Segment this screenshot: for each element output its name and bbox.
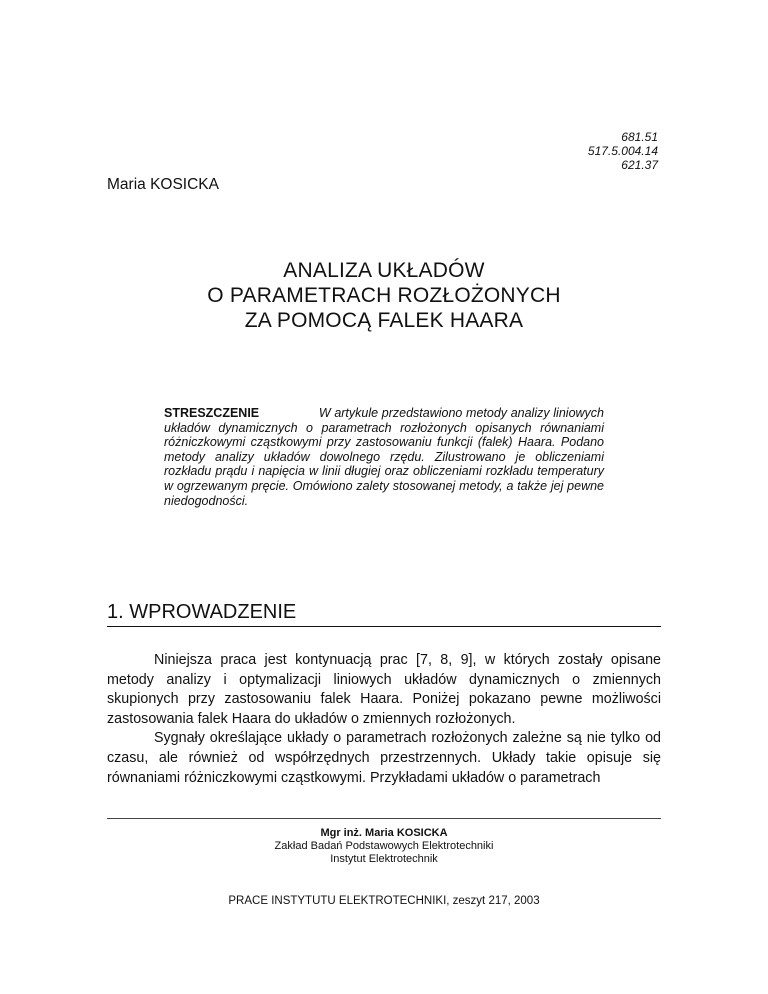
footer-affiliation: Zakład Badań Podstawowych Elektrotechniki [274,840,494,852]
title-line: ANALIZA UKŁADÓW [283,259,485,282]
udc-code: 517.5.004.14 [587,144,658,158]
udc-code: 621.37 [621,158,658,172]
udc-codes [588,130,658,172]
title-line: ZA POMOCĄ FALEK HAARA [244,309,524,332]
title-line: O PARAMETRACH ROZŁOŻONYCH [207,284,561,307]
section-heading: 1. WPROWADZENIE [107,601,661,627]
footer-author: Mgr inż. Maria KOSICKA [320,827,448,839]
paragraph: Sygnały określające układy o parametrach rozłożonych zależne są nie tylko od czasu, ale również od współrzędnych przestrzennych. Układy takie opisuje się równaniami różniczkowymi cząstkowymi. Przykładami układów o parametrach [107,730,661,786]
footer [107,827,661,908]
abstract [164,406,604,508]
journal-citation: PRACE INSTYTUTU ELEKTROTECHNIKI, zeszyt 217, 2003 [228,895,540,907]
footnote-divider [107,818,661,819]
abstract-text: W artykule przedstawiono metody analizy liniowych układów dynamicznych o parametrach rozłożonych opisanych równaniami różniczkowymi cząstkowymi przy zastosowaniu funkcji (falek) Haara. Podano metody analizy układów dowolnego rzędu. Zilustrowano je obliczeniami rozkładu prądu i napięcia w linii długiej oraz obliczeniami rozkładu temperatury w ogrzewanym pręcie. Omówiono zalety stosowanej metody, a także jej pewne niedogodności. [164,406,604,508]
author-name: Maria KOSICKA [107,176,219,193]
udc-code: 681.51 [621,130,658,144]
body-text [107,651,661,788]
paper-title [0,258,768,333]
paragraph: Niniejsza praca jest kontynuacją prac [7, 8, 9], w których zostały opisane metody analizy i optymalizacji liniowych układów dynamicznych o zmiennych skupionych przy zastosowaniu falek Haara. Poniżej pokazano pewne możliwości zastosowania falek Haara do układów o zmiennych rozłożonych. [107,652,661,727]
abstract-label: STRESZCZENIE [164,406,260,420]
footer-institute: Instytut Elektrotechnik [330,853,438,865]
